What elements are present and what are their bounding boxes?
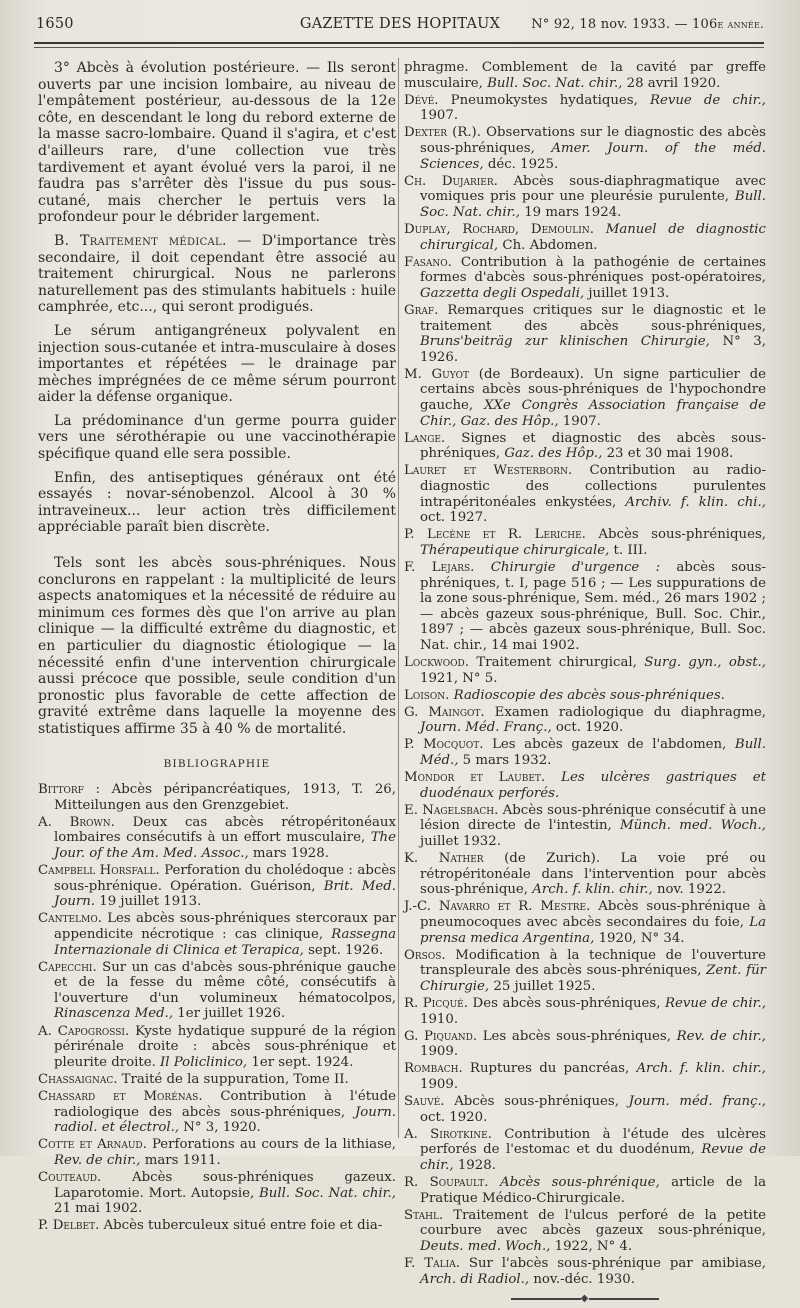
issue-date: N° 92, 18 nov. 1933. — 106 bbox=[531, 17, 718, 32]
ref-text: Contribution à l'étude radiologique des abcès sous-phréniques, bbox=[54, 1088, 396, 1120]
ref-text: phragme. Comblement de la cavité par greffe musculaire, bbox=[404, 60, 766, 91]
author: Rombach. bbox=[404, 1061, 463, 1077]
ref-text: Les abcès gazeux de l'abdomen, bbox=[483, 737, 735, 753]
ref-text: Ruptures du pancréas, bbox=[462, 1061, 637, 1077]
ref-source: Rassegna Internazionale di Clinica et Terapica, bbox=[54, 927, 396, 958]
ref-end: juillet 1913. bbox=[584, 285, 670, 301]
bibliography-entry bbox=[404, 1208, 766, 1255]
author: G. Maingot. bbox=[404, 704, 485, 720]
bibliography-entry bbox=[404, 431, 766, 462]
author: P. Mocquot. bbox=[404, 737, 484, 753]
author: Capecchi. bbox=[38, 959, 97, 975]
ref-source: Bull. Soc. Nat. chir., bbox=[487, 75, 623, 91]
author: Sauvé. bbox=[404, 1094, 445, 1109]
ref-end: t. III. bbox=[609, 542, 648, 558]
bibliography-entry bbox=[404, 60, 766, 91]
paragraph-text: — D'importance très secondaire, il doit cependant être associé au traitement chirurgical. Nous ne parlerons naturellement pas des stimulants habituels : huile camphrée, etc..., qui seront prodigués. bbox=[38, 232, 396, 316]
ref-end: juillet 1932. bbox=[420, 834, 501, 849]
ref-end: N° 3, 1920. bbox=[179, 1120, 261, 1136]
ref-text: Perforation du cholédoque : abcès sous-phrénique. Opération. Guérison, bbox=[54, 863, 396, 894]
bibliography-entry bbox=[404, 655, 766, 686]
ref-end: nov. 1922. bbox=[652, 882, 726, 898]
bibliography-entry bbox=[404, 770, 766, 801]
ref-end: 1921, N° 5. bbox=[420, 670, 498, 686]
ref-source: Journ. Méd. Franç., bbox=[420, 720, 552, 736]
bibliography-entry bbox=[404, 851, 766, 898]
bibliography-heading: BIBLIOGRAPHIE bbox=[163, 757, 271, 770]
bibliography-entry bbox=[404, 125, 766, 172]
ref-text: : Abcès péripancréatiques, 1913, T. 26, Mitteilungen aus den Grenzgebiet. bbox=[54, 782, 396, 813]
author: Lauret et Westerborn. bbox=[404, 463, 573, 479]
author: E. Nagelsbach. bbox=[404, 802, 499, 818]
author: Fasano. bbox=[404, 254, 452, 270]
author: Cotte et Arnaud. bbox=[38, 1137, 147, 1153]
ref-source: Journ. méd. franç., bbox=[628, 1094, 766, 1109]
ref-end: nov.-déc. 1930. bbox=[529, 1271, 635, 1287]
ref-text: Modification à la technique de l'ouverture transpleurale des abcès sous-phréniques, bbox=[420, 947, 766, 979]
ref-end: N° 3, 1926. bbox=[420, 334, 766, 365]
author: Lockwood. bbox=[404, 654, 469, 670]
ref-text: Kyste hydatique suppuré de la région périrénale droite : abcès sous-phrénique et pleurite droite. bbox=[54, 1023, 396, 1070]
bibliography-entry bbox=[404, 1029, 766, 1060]
ref-source: La prensa medica Argentina, bbox=[420, 914, 766, 946]
author: Dévé. bbox=[404, 92, 439, 108]
author: R. Picqué. bbox=[404, 995, 468, 1011]
ref-end: oct. 1920. bbox=[551, 720, 624, 736]
bibliography-entry bbox=[404, 174, 766, 221]
paragraph bbox=[38, 233, 396, 316]
ref-text bbox=[594, 222, 606, 237]
ref-source: Arch. f. klin. chir., bbox=[636, 1061, 766, 1077]
ref-end: 1907. bbox=[420, 108, 459, 124]
author: A. Brown. bbox=[38, 814, 115, 830]
ref-end: oct. 1920. bbox=[420, 1109, 488, 1125]
author: Couteaud. bbox=[38, 1169, 102, 1185]
ref-text: Deux cas abcès rétropéritonéaux lombaires consécutifs à un effort musculaire, bbox=[54, 814, 396, 846]
header-rule bbox=[34, 42, 764, 44]
ref-source: Deuts. med. Woch., bbox=[420, 1238, 551, 1254]
bibliography-entry bbox=[404, 1127, 766, 1174]
author: Ch. Dujarier. bbox=[404, 173, 498, 189]
bibliography-entry bbox=[404, 560, 766, 654]
ref-source: Thérapeutique chirurgicale, bbox=[420, 542, 610, 558]
bibliography-entry bbox=[38, 1024, 396, 1071]
bibliography-entry bbox=[38, 1170, 396, 1217]
ref-text: Contribution au radio-diagnostic des collections purulentes intrapéritonéales enkystées, bbox=[420, 463, 766, 510]
ref-text: Examen radiologique du diaphragme, bbox=[484, 704, 766, 720]
author: Bittorf bbox=[38, 782, 84, 798]
ref-end: 28 avril 1920. bbox=[622, 75, 721, 91]
ref-end: déc. 1925. bbox=[483, 156, 559, 172]
author: Stahl. bbox=[404, 1207, 444, 1223]
bibliography-entry bbox=[38, 1072, 396, 1088]
ref-text: Abcès sous-phrénique consécutif à une lésion directe de l'intestin, bbox=[420, 802, 766, 834]
ref-end: 1er juillet 1926. bbox=[173, 1006, 286, 1022]
ref-source: Il Policlinico, bbox=[160, 1054, 248, 1070]
ref-source: Revue de chir., bbox=[665, 995, 766, 1011]
ref-text: Perforations au cours de la lithiase, bbox=[146, 1137, 396, 1153]
ref-text: Sur l'abcès sous-phrénique par amibiase, bbox=[459, 1255, 767, 1271]
bibliography-entry bbox=[404, 996, 766, 1027]
ref-text: Abcès sous-phréniques, bbox=[444, 1094, 629, 1109]
spacer bbox=[38, 543, 396, 555]
ref-end: 1907. bbox=[558, 413, 601, 429]
end-ornament: ◆ bbox=[404, 1291, 766, 1308]
ref-source: Bull. Soc. Nat. chir., bbox=[420, 189, 766, 220]
ref-end: 1er sept. 1924. bbox=[247, 1054, 354, 1070]
ref-text: Abcès tuberculeux situé entre foie et dia- bbox=[99, 1218, 383, 1234]
ref-end: 23 et 30 mai 1908. bbox=[602, 446, 734, 462]
ref-text: Sur un cas d'abcès sous-phrénique gauche et de la fesse du même côté, consécutifs à l'ouverture d'un volumineux hématocolpos, bbox=[54, 959, 396, 1006]
ref-text: Traité de la suppuration, Tome II. bbox=[117, 1071, 349, 1087]
bibliography-entry bbox=[404, 222, 766, 253]
ref-source: Münch. med. Woch., bbox=[620, 818, 766, 834]
ref-text: Abcès sous-diaphragmatique avec vomiques pris pour une pleurésie purulente, bbox=[420, 173, 766, 205]
ref-source: Gazzetta degli Ospedali, bbox=[420, 285, 585, 301]
ref-text: Les abcès sous-phréniques, bbox=[477, 1028, 677, 1044]
bibliography-list-right bbox=[404, 60, 766, 1287]
ref-end: 5 mars 1932. bbox=[458, 753, 552, 769]
ref-source: Bruns'beiträg zur klinischen Chirurgie, bbox=[420, 334, 710, 350]
page-number: 1650 bbox=[36, 16, 74, 32]
ref-text: Remarques critiques sur le diagnostic et le traitement des abcès sous-phréniques, bbox=[420, 302, 766, 334]
author: Duplay, Rochard, Demoulin. bbox=[404, 221, 594, 237]
ref-source: Bull. Méd., bbox=[420, 737, 766, 769]
ref-text: Traitement de l'ulcus perforé de la petite courbure avec abcès gazeux sous-phrénique, bbox=[420, 1207, 766, 1239]
bibliography-entry bbox=[38, 863, 396, 910]
bibliography-entry bbox=[38, 1089, 396, 1136]
bibliography-entry bbox=[404, 705, 766, 736]
bibliography-entry bbox=[38, 960, 396, 1022]
ref-source: Les ulcères gastriques et duodénaux perforés. bbox=[420, 770, 766, 801]
author: M. Guyot bbox=[404, 366, 470, 382]
ref-source: Journ. radiol. et électrol., bbox=[54, 1104, 396, 1136]
conclusion-paragraph: Tels sont les abcès sous-phréniques. Nous conclurons en rappelant : la multiplicité de leurs aspects anatomiques et la nécessité de réduire au minimum ces formes dès que l'on arrive au plan clinique — la difficulté extrême du diagnostic, et en particulier du diagnostic étiologique — la nécessité enfin d'une intervention chirurgicale aussi précoce que possible, seule condition d'un pronostic plus favorable de cette affection de gravité extrême dans laquelle la moyenne des statistiques affirme 35 à 40 % de mortalité. bbox=[38, 555, 396, 737]
author: P. Delbet. bbox=[38, 1218, 100, 1234]
ref-source: Rinascenza Med., bbox=[54, 1006, 174, 1022]
author: Loison. bbox=[404, 687, 450, 703]
author: Chassaignac. bbox=[38, 1071, 118, 1087]
ref-source: Gaz. des Hôp., bbox=[504, 446, 603, 462]
bibliography-entry bbox=[38, 815, 396, 862]
ref-text bbox=[474, 560, 490, 575]
journal-title: GAZETTE DES HOPITAUX bbox=[299, 16, 501, 32]
author: Orsos. bbox=[404, 947, 446, 963]
ref-end: 21 mai 1902. bbox=[54, 1201, 143, 1217]
right-column bbox=[404, 60, 766, 1308]
ref-end: 1909. bbox=[420, 1076, 459, 1092]
bibliography-entry bbox=[404, 367, 766, 429]
ref-source: Arch. f. klin. chir., bbox=[532, 882, 653, 898]
author: A. Sirotkine. bbox=[404, 1126, 492, 1142]
ref-text: Traitement chirurgical, bbox=[468, 654, 645, 670]
ref-end: 19 mars 1924. bbox=[520, 204, 622, 220]
author: Mondor et Laubet. bbox=[404, 770, 546, 786]
author: F. Talia. bbox=[404, 1255, 460, 1271]
ref-source: Archiv. f. klin. chi., bbox=[625, 494, 766, 510]
author: Dexter (R.). bbox=[404, 125, 481, 141]
bibliography-entry bbox=[38, 782, 396, 813]
bibliography-entry bbox=[404, 803, 766, 850]
section-heading: B. Traitement médical. bbox=[54, 232, 227, 249]
ref-end: 1922, N° 4. bbox=[550, 1238, 633, 1254]
bibliography-entry bbox=[404, 737, 766, 768]
ref-text: Contribution à la pathogénie de certaines formes d'abcès sous-phréniques post-opératoires, bbox=[420, 254, 766, 286]
ref-source: Radioscopie des abcès sous-phréniques. bbox=[453, 687, 725, 703]
ref-end: 1909. bbox=[420, 1044, 459, 1060]
ref-source: Rev. de chir., bbox=[54, 1152, 141, 1168]
left-column bbox=[38, 60, 396, 1235]
ref-source: Amer. Journ. of the méd. Sciences, bbox=[420, 140, 766, 172]
issue-annee: e année. bbox=[717, 17, 764, 31]
ref-end: 19 juillet 1913. bbox=[95, 894, 202, 910]
ref-text: Contribution à l'étude des ulcères perforés de l'estomac et du duodénum, bbox=[420, 1126, 766, 1158]
author: A. Capogrossi. bbox=[38, 1023, 130, 1039]
bibliography-entry bbox=[404, 899, 766, 946]
ref-source: Surg. gyn., obst., bbox=[644, 654, 766, 670]
author: G. Piquand. bbox=[404, 1028, 478, 1044]
ref-end: oct. 1927. bbox=[420, 510, 488, 526]
page-header bbox=[36, 16, 764, 40]
issue-info bbox=[531, 17, 764, 32]
ref-text: (de Bordeaux). Un signe particulier de certains abcès sous-phréniques de l'hypochondre gauche, bbox=[420, 366, 766, 413]
ref-source: Bull. Soc. Nat. chir., bbox=[259, 1185, 397, 1201]
paragraph: Le sérum antigangréneux polyvalent en injection sous-cutanée et intra-musculaire à doses importantes et répétées — le drainage par mèches imprégnées de ce même sérum pourront aider la défense organique. bbox=[38, 322, 396, 406]
ref-end: mars 1911. bbox=[140, 1152, 221, 1168]
ref-source: Chirurgie d'urgence : bbox=[490, 559, 661, 575]
ref-source: Rev. de chir., bbox=[676, 1028, 766, 1044]
ref-end: abcès sous-phréniques, t. I, page 516 ; — Les suppurations de la zone sous-phrénique, Sem. méd., 26 mars 1902 ; — abcès gazeux sous-phrénique, Bull. Soc. Chir., 1897 ; — abcès gazeux sous-phrénique, Bull. Soc. Nat. chir., 14 mai 1902. bbox=[420, 559, 766, 653]
ref-text: Signes et diagnostic des abcès sous-phréniques, bbox=[420, 430, 766, 462]
ref-text: Abcès sous-phréniques, bbox=[585, 527, 767, 543]
author: Graf. bbox=[404, 302, 439, 318]
ref-source: Zent. für Chirurgie, bbox=[420, 963, 766, 994]
author: Campbell Horsfall. bbox=[38, 863, 160, 879]
bibliography-entry bbox=[38, 1137, 396, 1168]
ref-source: The Jour. of the Am. Med. Assoc., bbox=[54, 830, 396, 862]
bibliography-list-left bbox=[38, 782, 396, 1234]
ref-end: mars 1928. bbox=[248, 846, 329, 862]
bibliography-entry bbox=[404, 1094, 766, 1125]
header-rule-thin bbox=[34, 47, 764, 48]
paragraph: 3° Abcès à évolution postérieure. — Ils seront ouverts par une incision lombaire, au niveau de l'empâtement postérieur, au-dessous de la 12e côte, en descendant le long du rebord externe de la masse sacro-lombaire. Quand il s'agira, et c'est d'ailleurs rare, d'une collection vue très tardivement et ayant évolué vers la paroi, il ne faudra pas s'arrêter dès l'issue du pus sous-cutané, mais chercher le pertuis vers la profondeur pour le débrider largement. bbox=[38, 60, 396, 226]
ref-source: Manuel de diagnostic chirurgical, bbox=[420, 221, 766, 253]
bibliography-entry bbox=[38, 911, 396, 958]
ref-text: (de Zurich). La voie pré ou rétropéritonéale dans l'intervention pour abcès sous-phrénique, bbox=[420, 851, 766, 898]
bibliography-entry bbox=[404, 93, 766, 124]
ref-end: 1920, N° 34. bbox=[594, 930, 685, 946]
author: K. Nather bbox=[404, 851, 484, 867]
ref-text: Les abcès sous-phréniques stercoraux par appendicite nécrotique : cas clinique, bbox=[54, 911, 396, 942]
bibliography-entry bbox=[404, 303, 766, 365]
ref-text: Observations sur le diagnostic des abcès sous-phréniques, bbox=[420, 125, 766, 156]
paragraph: La prédominance d'un germe pourra guider vers une sérothérapie ou une vaccinothérapie spécifique quand elle sera possible. bbox=[38, 412, 396, 463]
bibliography-entry bbox=[404, 255, 766, 302]
bibliography-entry bbox=[404, 688, 766, 704]
ref-end: sept. 1926. bbox=[303, 942, 384, 958]
author: Lange. bbox=[404, 430, 446, 446]
author: R. Soupault. bbox=[404, 1174, 489, 1190]
bibliography-entry bbox=[404, 1256, 766, 1287]
author: Chassard et Morénas. bbox=[38, 1088, 203, 1104]
ref-text bbox=[489, 1175, 500, 1190]
paragraph: Enfin, des antiseptiques généraux ont été essayés : novar-sénobenzol. Alcool à 30 % intraveineux... leur action très difficilement appréciable paraît bien discrète. bbox=[38, 469, 396, 536]
ref-text: Abcès sous-phrénique à pneumocoques avec abcès secondaires du foie, bbox=[420, 899, 767, 930]
ref-text bbox=[545, 770, 561, 785]
ref-end: 1910. bbox=[420, 1011, 459, 1027]
ref-end: 25 juillet 1925. bbox=[489, 978, 596, 994]
bibliography-entry bbox=[404, 1061, 766, 1092]
author: Cantelmo. bbox=[38, 911, 102, 927]
ref-source: Revue de chir., bbox=[649, 92, 766, 108]
bibliography-entry bbox=[404, 463, 766, 525]
ref-text: Pneumokystes hydatiques, bbox=[438, 92, 650, 108]
bibliography-entry bbox=[404, 1175, 766, 1206]
ref-text: Abcès sous-phréniques gazeux. Laparotomie. Mort. Autopsie, bbox=[54, 1169, 396, 1201]
ref-text: Des abcès sous-phréniques, bbox=[467, 995, 666, 1011]
ref-source: Brit. Med. Journ. bbox=[54, 878, 397, 910]
bibliography-entry bbox=[38, 1218, 396, 1234]
ref-end: article de la Pratique Médico-Chirurgicale. bbox=[420, 1174, 767, 1206]
ref-source: Abcès sous-phrénique, bbox=[499, 1174, 660, 1190]
ref-source: Arch. di Radiol., bbox=[420, 1271, 530, 1287]
bibliography-entry bbox=[404, 948, 766, 995]
author: J.-C. Navarro et R. Mestre. bbox=[404, 899, 591, 915]
ref-source: Revue de chir., bbox=[420, 1142, 767, 1173]
column-divider bbox=[398, 58, 399, 1138]
author: F. Lejars. bbox=[404, 559, 475, 575]
ref-source: XXe Congrès Association française de Chir., Gaz. des Hôp., bbox=[420, 397, 766, 429]
author: P. Lecène et R. Leriche. bbox=[404, 527, 586, 543]
bibliography-entry bbox=[404, 527, 766, 558]
ref-end: 1928. bbox=[453, 1157, 496, 1173]
ref-end: Ch. Abdomen. bbox=[498, 237, 598, 253]
